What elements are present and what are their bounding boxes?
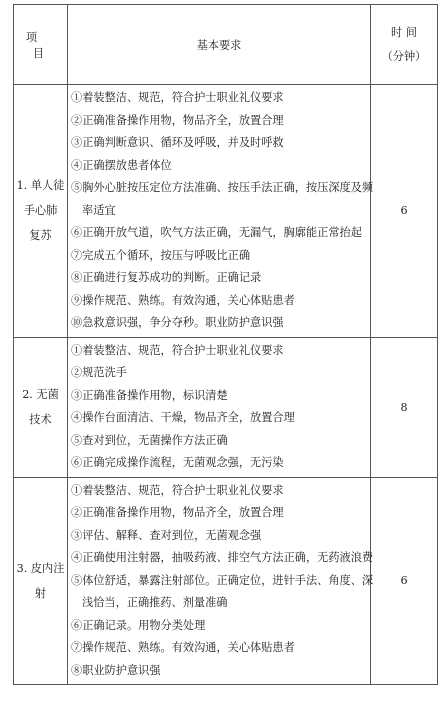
row-item-name: 1. 单人徒 手心肺 复苏 [14, 85, 68, 338]
requirement-line: ⑦完成五个循环，按压与呼吸比正确 [71, 248, 251, 262]
row-requirements [68, 477, 374, 685]
requirement-line: ⑨操作规范、熟练。有效沟通，关心体贴患者 [71, 293, 295, 307]
requirement-line: 浅恰当，正确推药、剂量准确 [82, 596, 228, 609]
requirement-line: ③评估、解释、查对到位，无菌观念强 [71, 528, 262, 542]
requirement-line: ⑥正确记录。用物分类处理 [71, 618, 206, 632]
table-row [14, 85, 438, 338]
row-time: 8 [371, 337, 438, 477]
requirement-line: ③正确准备操作用物，标识清楚 [71, 388, 228, 402]
requirement-line: ⑥正确完成操作流程，无菌观念强，无污染 [71, 456, 284, 469]
row-requirements [68, 337, 371, 477]
row-item-name: 2. 无菌 技术 [14, 337, 68, 477]
row-item-name: 3. 皮内注 射 [14, 477, 68, 685]
requirement-line: ⑥正确开放气道，吹气方法正确，无漏气，胸廓能正常抬起 [71, 226, 362, 239]
requirement-line: ①着装整洁、规范，符合护士职业礼仪要求 [71, 343, 284, 357]
requirement-line: ⑧职业防护意识强 [71, 663, 161, 677]
requirement-line: 率适宜 [82, 203, 116, 217]
skills-assessment-table [13, 4, 438, 685]
requirement-line: ⑦操作规范、熟练。有效沟通，关心体贴患者 [71, 641, 295, 654]
requirement-line: ③正确判断意识、循环及呼吸，并及时呼救 [71, 136, 284, 149]
row-time: 6 [371, 85, 438, 338]
requirement-line: ⑩急救意识强，争分夺秒。职业防护意识强 [71, 316, 284, 329]
header-item: 项 目 [14, 5, 68, 85]
requirement-line: ④正确摆放患者体位 [71, 158, 172, 172]
requirement-line: ④正确使用注射器，抽吸药液、排空气方法正确，无药液浪费 [71, 551, 374, 564]
row-time: 6 [371, 477, 438, 685]
requirement-line: ②正确准备操作用物，物品齐全，放置合理 [71, 113, 284, 127]
header-requirements: 基本要求 [68, 5, 371, 85]
header-row [14, 5, 438, 85]
requirement-line: ⑧正确进行复苏成功的判断。正确记录 [71, 271, 262, 284]
requirement-line: ⑤体位舒适，暴露注射部位。正确定位，进针手法、角度、深 [71, 573, 374, 587]
table-row [14, 477, 438, 685]
requirement-line: ①着装整洁、规范，符合护士职业礼仪要求 [71, 483, 284, 497]
requirement-line: ①着装整洁、规范，符合护士职业礼仪要求 [71, 91, 284, 104]
requirement-line: ⑤胸外心脏按压定位方法准确、按压手法正确，按压深度及频 [71, 181, 374, 194]
header-time: 时 间 （分钟） [371, 5, 438, 85]
row-requirements [68, 85, 374, 338]
requirement-line: ④操作台面清洁、干燥，物品齐全，放置合理 [71, 411, 295, 424]
requirement-line: ②正确准备操作用物，物品齐全，放置合理 [71, 506, 284, 519]
table-row [14, 337, 438, 477]
requirement-line: ②规范洗手 [71, 366, 127, 379]
requirement-line: ⑤查对到位，无菌操作方法正确 [71, 433, 228, 447]
